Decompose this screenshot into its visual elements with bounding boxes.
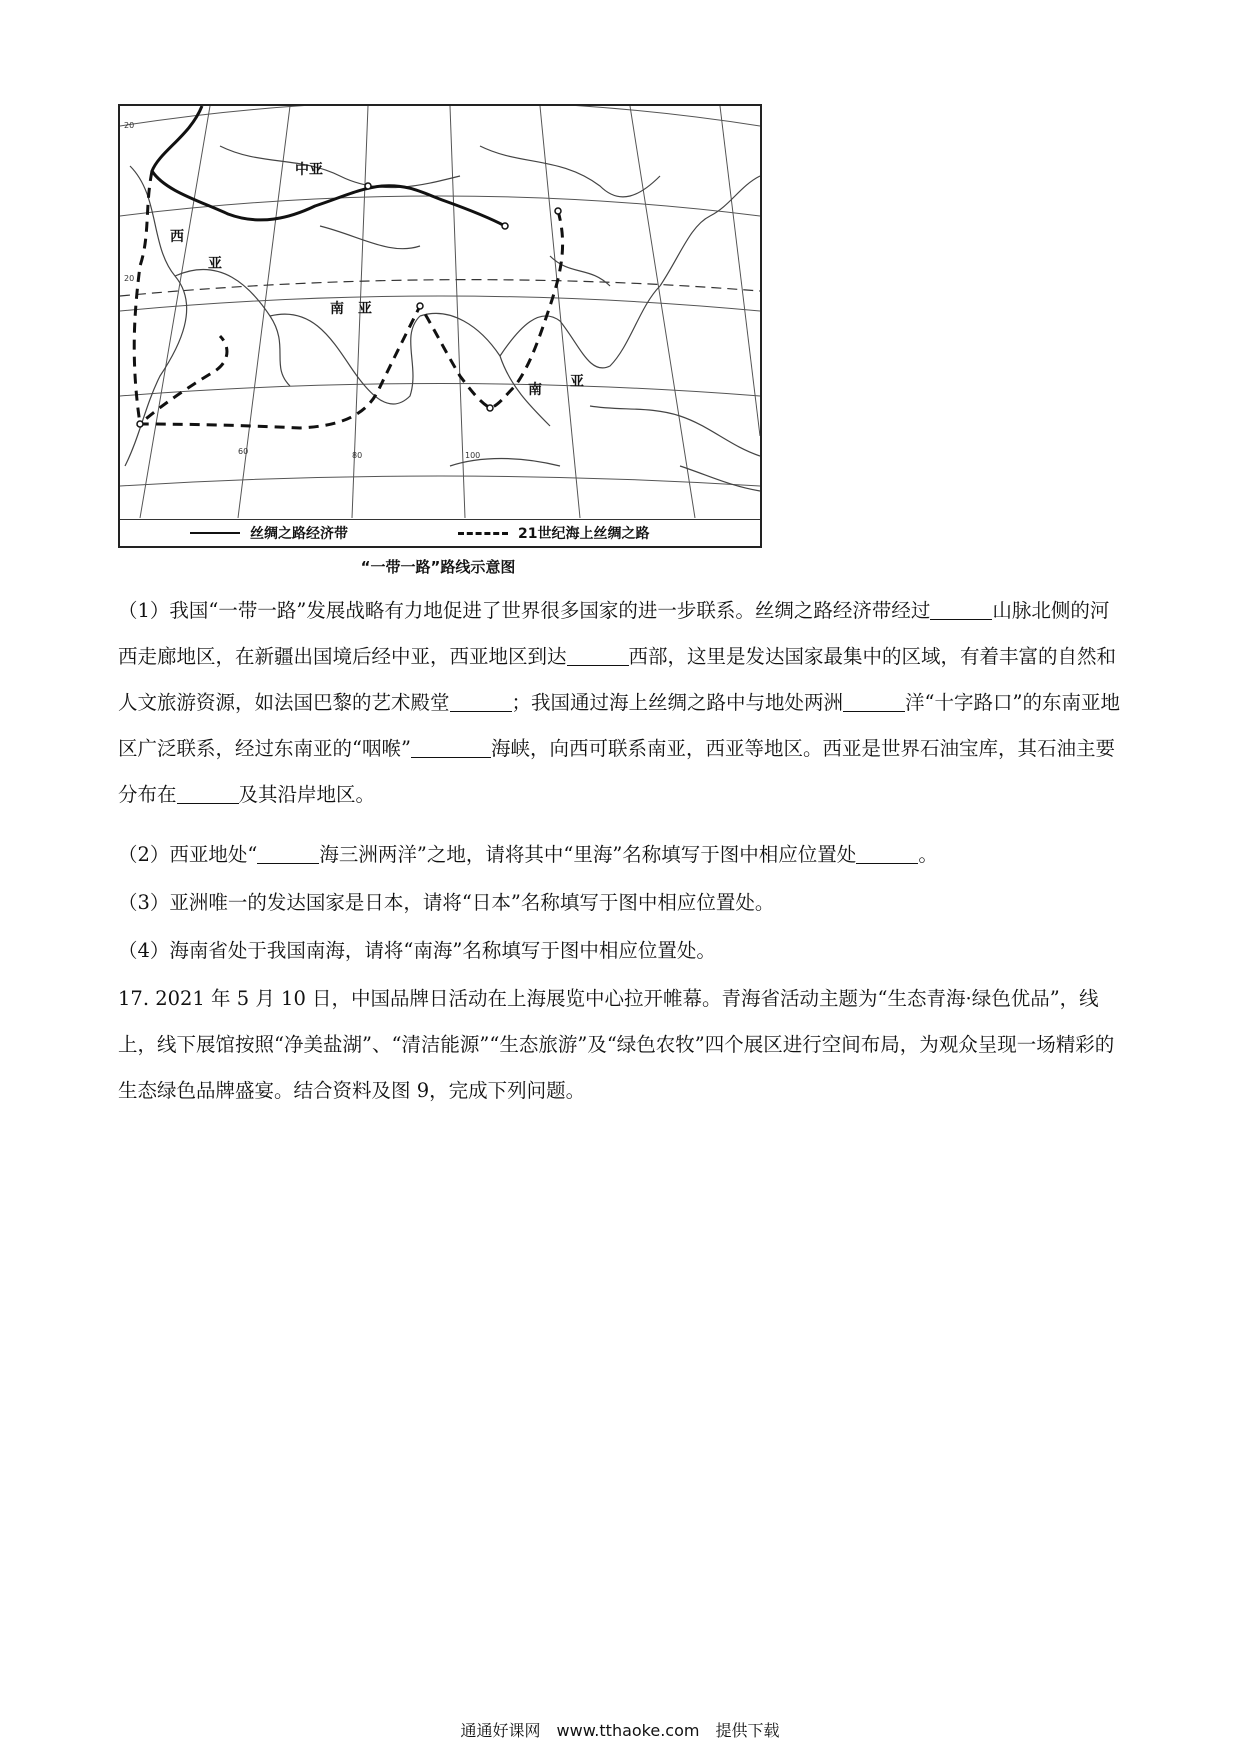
maritime-silk-road-route [140, 211, 563, 428]
label-west-asia-1: 西 [170, 229, 184, 245]
question-2 [118, 832, 1128, 878]
label-south-asia: 南 亚 [330, 301, 372, 317]
tick-label: 20 [124, 121, 135, 130]
answer-blank[interactable] [450, 689, 512, 712]
q1-part: 洋“十字路口”的东南亚地区广泛联系，经过东南亚的“咽喉” [118, 691, 1120, 760]
q1-part: 及其沿岸地区。 [238, 783, 376, 806]
dashed-line-swatch [458, 532, 508, 535]
question-1 [118, 588, 1128, 818]
label-west-asia-2: 亚 [208, 256, 222, 272]
legend-dashed [458, 523, 649, 543]
q1-part: 西部，这里是发达国家最集中的区域，有着丰富的自然和人文旅游资源，如法国巴黎的艺术殿堂 [118, 645, 1117, 714]
answer-blank[interactable] [843, 689, 905, 712]
tick-label: 60 [238, 447, 249, 456]
q1-part: ；我国通过海上丝绸之路中与地处两洲 [511, 691, 844, 714]
belt-and-road-map [118, 104, 762, 548]
q1-part: （1）我国“一带一路”发展战略有力地促进了世界很多国家的进一步联系。丝绸之路经济带经过 [118, 599, 931, 622]
answer-blank[interactable] [856, 841, 918, 864]
answer-blank[interactable] [930, 597, 992, 620]
question-4-text: （4）海南省处于我国南海，请将“南海”名称填写于图中相应位置处。 [118, 939, 716, 962]
question-1-text [118, 588, 1128, 818]
question-17 [118, 976, 1128, 1114]
legend-solid-label: 丝绸之路经济带 [250, 526, 348, 542]
page-footer: 通通好课网 www.tthaoke.com 提供下载 [460, 1721, 780, 1740]
legend-dashed-label: 21世纪海上丝绸之路 [518, 526, 650, 542]
q1-part: 海峡，向西可联系南亚，西亚等地区。西亚是世界石油宝库，其石油主要分布在 [118, 737, 1115, 806]
tick-label: 100 [465, 451, 481, 460]
answer-blank[interactable] [411, 735, 491, 758]
label-central-asia: 中亚 [295, 162, 323, 178]
label-southeast-asia-1: 南 [528, 382, 542, 398]
answer-blank[interactable] [567, 643, 629, 666]
label-southeast-asia-2: 亚 [570, 374, 584, 390]
q2-part: 。 [918, 843, 938, 866]
q2-part: （2）西亚地处“ [118, 843, 258, 866]
map-legend [120, 519, 760, 546]
answer-blank[interactable] [177, 781, 239, 804]
answer-blank[interactable] [257, 841, 319, 864]
tick-label: 20 [124, 274, 135, 283]
q2-part: 海三洲两洋”之地，请将其中“里海”名称填写于图中相应位置处 [319, 843, 857, 866]
q1-part: 山脉北侧的河西走廊地区，在新疆出国境后经中亚，西亚地区到达 [118, 599, 1110, 668]
question-4 [118, 928, 1128, 974]
map-drawing [120, 106, 760, 518]
legend-solid [190, 523, 348, 543]
solid-line-swatch [190, 532, 240, 534]
question-17-text: 17. 2021 年 5 月 10 日，中国品牌日活动在上海展览中心拉开帷幕。青海省活动主题为“生态青海·绿色优品”，线上，线下展馆按照“净美盐湖”、“清洁能源”“生态旅游”及“绿色农牧”四个展区进行空间布局，为观众呈现一场精彩的生态绿色品牌盛宴。结合资料及图 9，完成下列问题。 [118, 987, 1115, 1102]
question-3-text: （3）亚洲唯一的发达国家是日本，请将“日本”名称填写于图中相应位置处。 [118, 891, 775, 914]
figure-caption: “一带一路”路线示意图 [360, 558, 516, 576]
question-2-text [118, 832, 1128, 878]
question-3 [118, 880, 1128, 926]
tick-label: 80 [352, 451, 363, 460]
